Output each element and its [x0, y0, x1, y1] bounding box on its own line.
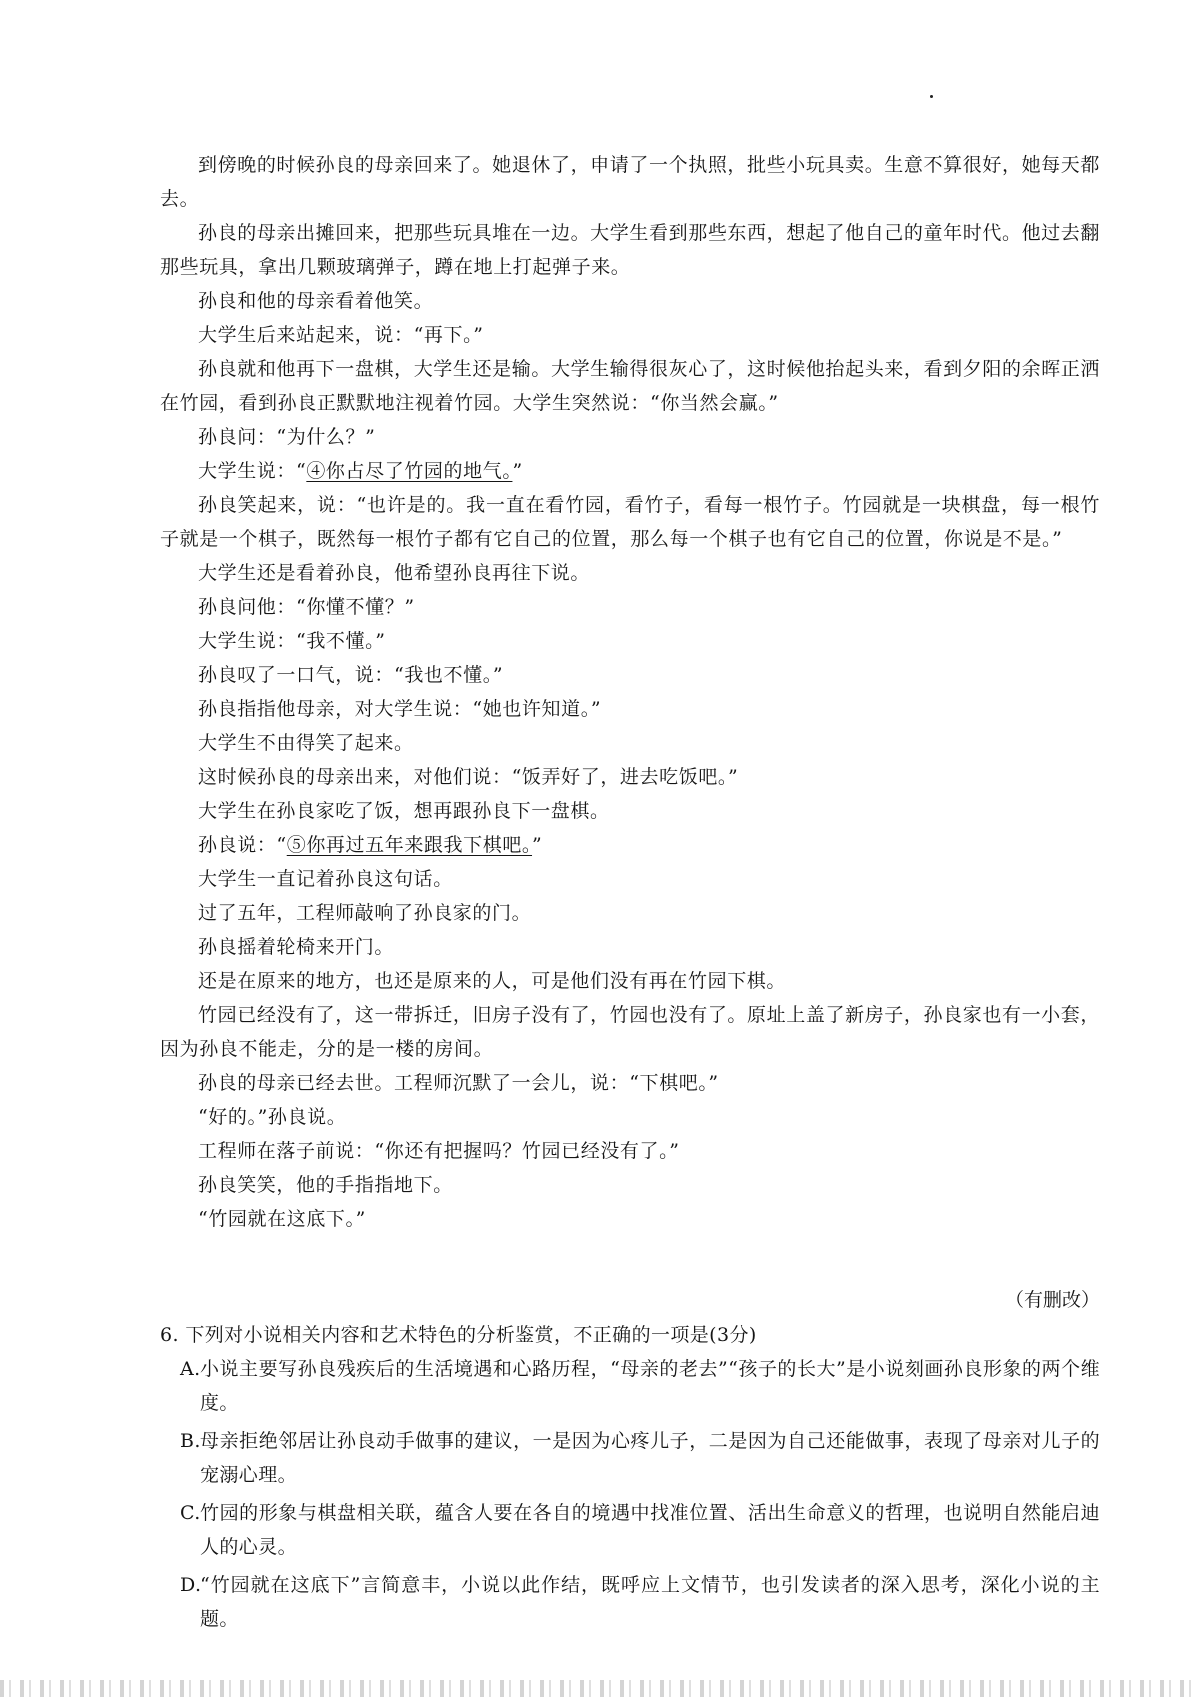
paragraph: 孙良的母亲出摊回来，把那些玩具堆在一边。大学生看到那些东西，想起了他自己的童年时代。他过去翻那些玩具，拿出几颗玻璃弹子，蹲在地上打起弹子来。: [160, 222, 1100, 278]
paragraph: 孙良问他：“你懂不懂？”: [198, 596, 415, 618]
dialogue-open: 大学生说：“: [198, 460, 307, 482]
paragraph-underlined-5: [160, 828, 1100, 862]
paragraph: 大学生在孙良家吃了饭，想再跟孙良下一盘棋。: [198, 800, 610, 822]
paragraph: 竹园已经没有了，这一带拆迁，旧房子没有了，竹园也没有了。原址上盖了新房子，孙良家也有一小套，因为孙良不能走，分的是一楼的房间。: [160, 1004, 1100, 1060]
option-letter: D.: [180, 1574, 202, 1596]
paragraph: “好的。”孙良说。: [198, 1106, 347, 1128]
paragraph: 这时候孙良的母亲出来，对他们说：“饭弄好了，进去吃饭吧。”: [198, 766, 739, 788]
paragraph: 工程师在落子前说：“你还有把握吗？竹园已经没有了。”: [198, 1140, 680, 1162]
paragraph: 大学生后来站起来，说：“再下。”: [198, 324, 484, 346]
option-d[interactable]: [160, 1568, 1100, 1636]
option-text: 竹园的形象与棋盘相关联，蕴含人要在各自的境遇中找准位置、活出生命意义的哲理，也说明自然能启迪人的心灵。: [200, 1502, 1100, 1558]
dialogue-close: ”: [512, 460, 523, 482]
paragraph: 到傍晚的时候孙良的母亲回来了。她退休了，申请了一个执照，批些小玩具卖。生意不算很好，她每天都去。: [160, 154, 1100, 210]
paragraph: 孙良就和他再下一盘棋，大学生还是输。大学生输得很灰心了，这时候他抬起头来，看到夕阳的余晖正洒在竹园，看到孙良正默默地注视着竹园。大学生突然说：“你当然会赢。”: [160, 358, 1100, 414]
paragraph: 孙良指指他母亲，对大学生说：“她也许知道。”: [198, 698, 602, 720]
paragraph: 大学生说：“我不懂。”: [198, 630, 386, 652]
option-text: 小说主要写孙良残疾后的生活境遇和心路历程，“母亲的老去”“孩子的长大”是小说刻画孙良形象的两个维度。: [200, 1358, 1100, 1414]
option-letter: A.: [180, 1358, 201, 1380]
paragraph: 孙良笑笑，他的手指指地下。: [198, 1174, 453, 1196]
paragraph: 孙良的母亲已经去世。工程师沉默了一会儿，说：“下棋吧。”: [198, 1072, 719, 1094]
option-letter: B.: [180, 1430, 201, 1452]
scan-edge-artifact: [0, 1680, 1200, 1697]
paragraph: “竹园就在这底下。”: [198, 1208, 366, 1230]
option-a[interactable]: [160, 1352, 1100, 1420]
paragraph: 孙良问：“为什么？”: [198, 426, 376, 448]
paragraph: 孙良摇着轮椅来开门。: [198, 936, 395, 958]
paragraph: 大学生不由得笑了起来。: [198, 732, 414, 754]
paragraph: 还是在原来的地方，也还是原来的人，可是他们没有再在竹园下棋。: [198, 970, 787, 992]
dialogue-open: 孙良说：“: [198, 834, 287, 856]
paragraph: 孙良叹了一口气，说：“我也不懂。”: [198, 664, 504, 686]
scan-dot: [930, 95, 933, 98]
dialogue-close: ”: [532, 834, 543, 856]
option-text: “竹园就在这底下”言简意丰，小说以此作结，既呼应上文情节，也引发读者的深入思考，深化小说的主题。: [200, 1574, 1100, 1630]
option-b[interactable]: [160, 1424, 1100, 1492]
underlined-sentence-5: ⑤你再过五年来跟我下棋吧。: [286, 834, 533, 856]
underlined-sentence-4: ④你占尽了竹园的地气。: [306, 460, 513, 482]
paragraph: 大学生一直记着孙良这句话。: [198, 868, 453, 890]
option-text: 母亲拒绝邻居让孙良动手做事的建议，一是因为心疼儿子，二是因为自己还能做事，表现了母亲对儿子的宠溺心理。: [200, 1430, 1100, 1486]
paragraph: 过了五年，工程师敲响了孙良家的门。: [198, 902, 532, 924]
paragraph: 孙良和他的母亲看着他笑。: [198, 290, 434, 312]
paragraph-underlined-4: [160, 454, 1100, 488]
story-text: [160, 148, 1100, 1236]
option-letter: C.: [180, 1502, 201, 1524]
paragraph: 孙良笑起来，说：“也许是的。我一直在看竹园，看竹子，看每一根竹子。竹园就是一块棋盘，每一根竹子就是一个棋子，既然每一根竹子都有它自己的位置，那么每一个棋子也有它自己的位置，你说是不是。”: [160, 494, 1100, 550]
option-c[interactable]: [160, 1496, 1100, 1564]
paragraph: 大学生还是看着孙良，他希望孙良再往下说。: [198, 562, 591, 584]
question-stem: 6. 下列对小说相关内容和艺术特色的分析鉴赏，不正确的一项是(3分): [160, 1324, 757, 1346]
question-6: [160, 1318, 1100, 1640]
edit-note: （有删改）: [1004, 1289, 1100, 1311]
